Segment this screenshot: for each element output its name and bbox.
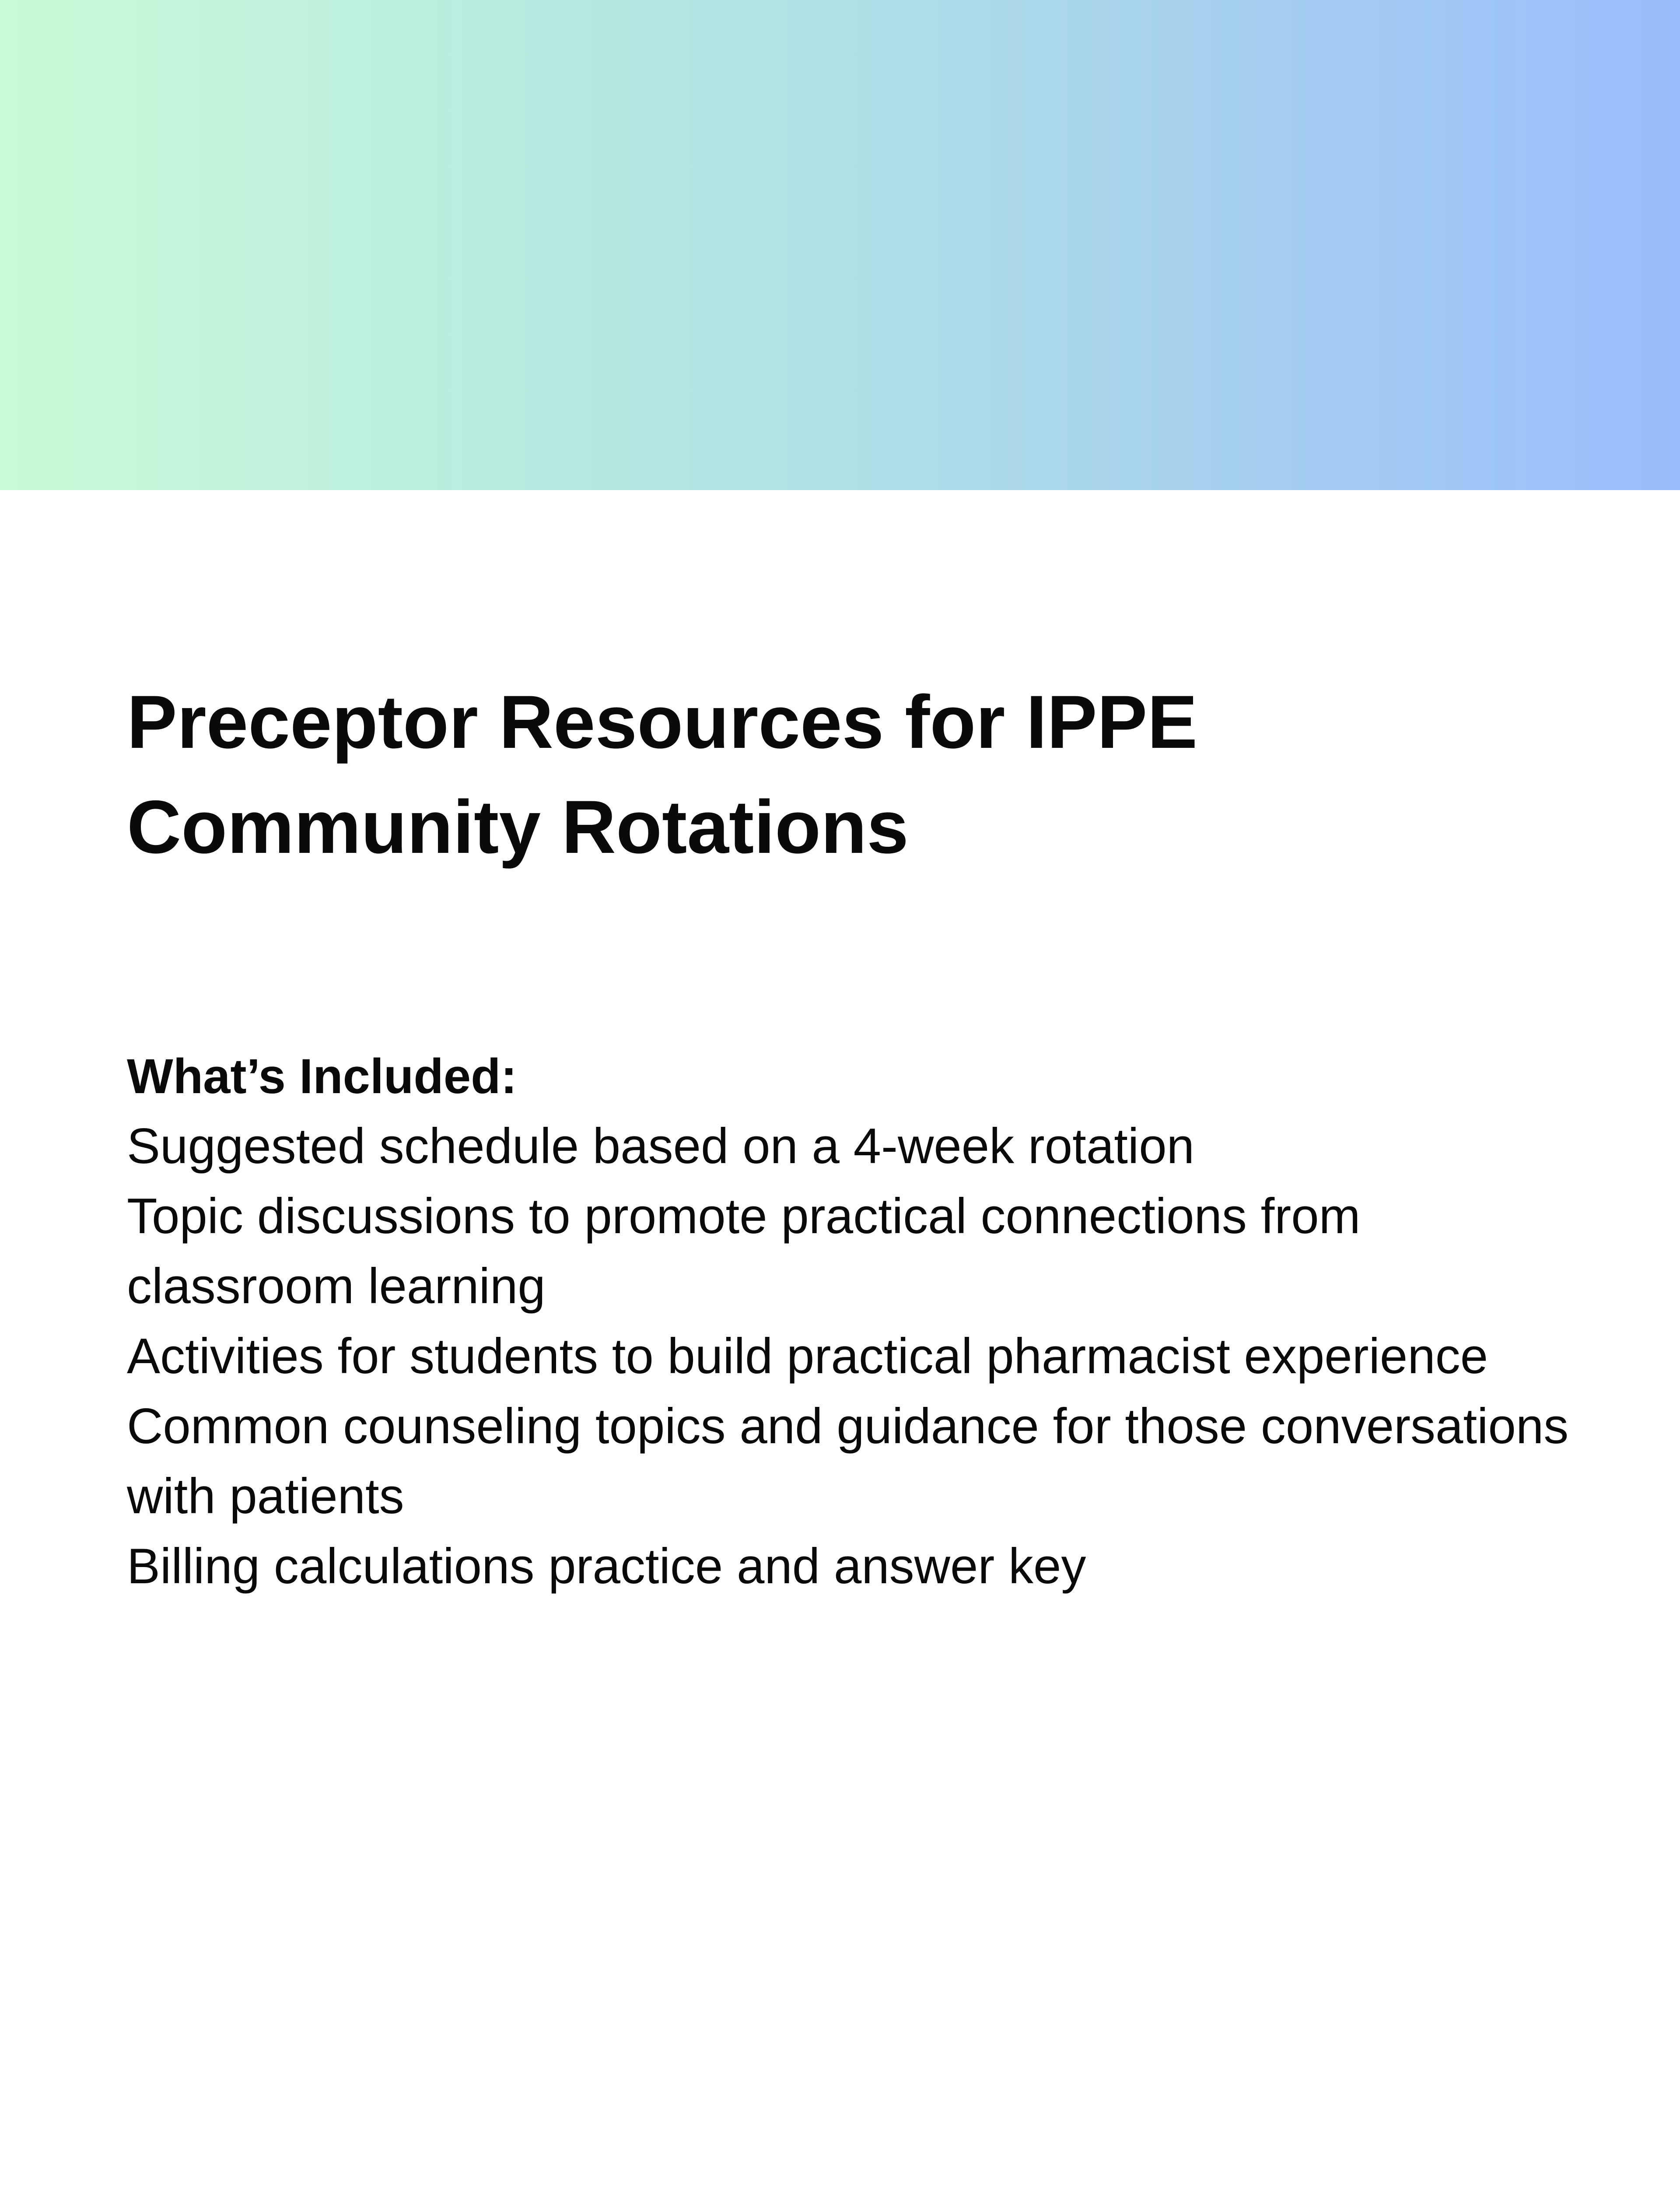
list-item: Topic discussions to promote practical connections from classroom learning — [127, 1189, 1361, 1314]
list-item: Suggested schedule based on a 4-week rotation — [127, 1119, 1195, 1174]
title-line-1: Preceptor Resources for IPPE — [127, 680, 1198, 764]
document-content — [127, 670, 1571, 1602]
page-title — [127, 670, 1571, 880]
list-item: Common counseling topics and guidance for those conversations with patients — [127, 1399, 1569, 1524]
title-line-2: Community Rotations — [127, 785, 909, 869]
list-item: Billing calculations practice and answer key — [127, 1539, 1086, 1594]
included-section — [127, 1041, 1571, 1602]
included-heading: What’s Included: — [127, 1049, 517, 1104]
gradient-banner — [0, 0, 1680, 490]
list-item: Activities for students to build practical pharmacist experience — [127, 1329, 1488, 1384]
included-list — [127, 1112, 1571, 1602]
